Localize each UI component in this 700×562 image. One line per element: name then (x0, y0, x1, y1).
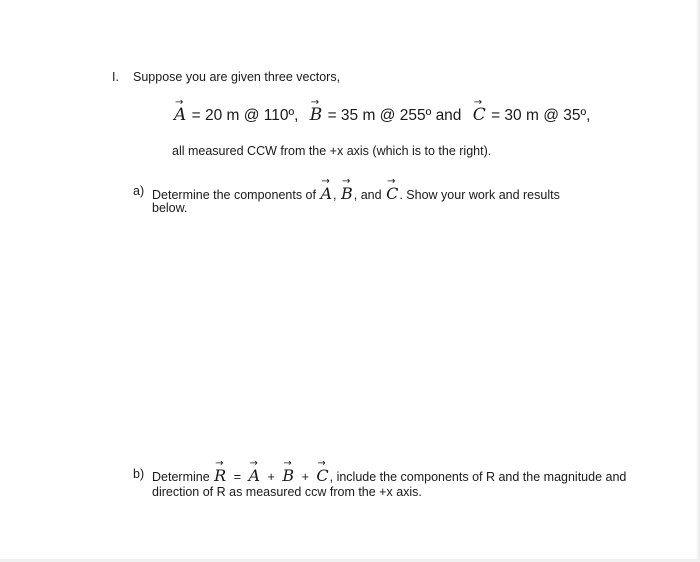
vector-b-symbol: → B (309, 97, 323, 125)
vector-definitions (173, 97, 591, 126)
vector-arrow-icon: → (175, 97, 184, 108)
question-number: I. (112, 70, 119, 84)
part-b-vector-r: → R (214, 458, 227, 485)
part-b-label: b) (133, 467, 145, 481)
question-intro: Suppose you are given three vectors, (133, 70, 341, 84)
equals-sign: = (233, 470, 241, 484)
part-b-text (152, 458, 627, 485)
part-a-prefix: Determine the components of (152, 188, 316, 202)
vector-arrow-icon: → (283, 458, 292, 469)
part-a-vector-a: → A (320, 176, 333, 203)
ccw-note: all measured CCW from the +x axis (which is to the right). (172, 144, 492, 158)
part-a-sep: , (333, 188, 337, 202)
vector-arrow-icon: → (310, 97, 320, 108)
part-a-vector-c: → C (386, 176, 399, 203)
part-b-vector-a: → A (248, 458, 261, 485)
part-b-suffix: , include the components of R and the magnitude and (329, 470, 627, 484)
part-a-end: . (399, 188, 403, 202)
plus-sign: + (267, 470, 275, 484)
part-b-line2: direction of R as measured ccw from the +x axis. (152, 485, 422, 499)
part-b-vector-b: → B (282, 458, 295, 485)
vector-arrow-icon: → (321, 176, 330, 187)
part-a-sep: , (353, 188, 358, 202)
vector-a-value: = 20 m @ 110º, (191, 107, 299, 124)
vector-c-symbol: → C (472, 97, 486, 125)
part-a-and: and (360, 188, 382, 202)
vector-b-value: = 35 m @ 255º (327, 107, 432, 124)
part-b-vector-c: → C (316, 458, 329, 485)
vector-a-symbol: → A (174, 97, 187, 125)
vector-arrow-icon: → (317, 458, 326, 469)
part-b-prefix: Determine (152, 470, 210, 484)
part-a-vector-b: → B (341, 176, 353, 203)
page-edge (696, 0, 700, 562)
vector-arrow-icon: → (249, 458, 258, 469)
part-a-label: a) (133, 184, 145, 198)
vector-c-value: = 30 m @ 35º, (491, 107, 591, 124)
vector-arrow-icon: → (215, 458, 224, 469)
vector-arrow-icon: → (342, 176, 351, 187)
vector-joiner: and (435, 107, 462, 124)
part-a-text (152, 176, 560, 203)
part-a-suffix: Show your work and results (406, 188, 560, 202)
vector-arrow-icon: → (473, 97, 483, 108)
plus-sign: + (301, 470, 309, 484)
vector-arrow-icon: → (387, 176, 396, 187)
part-a-line2: below. (152, 201, 188, 215)
